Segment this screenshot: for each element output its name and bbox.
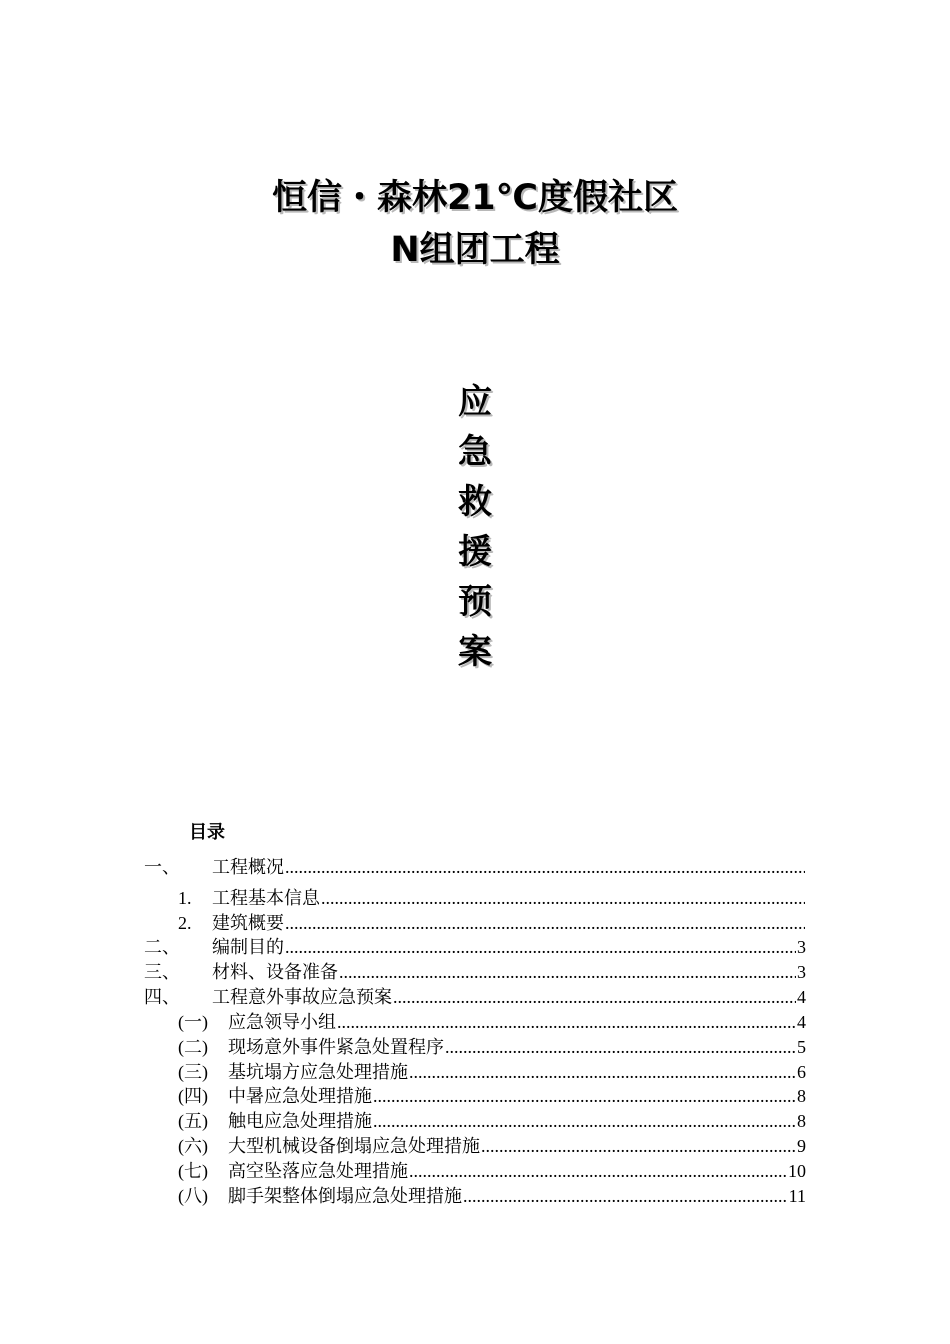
toc-entry-label: 工程基本信息 [212, 888, 320, 908]
toc-entry-number: 四、 [144, 987, 180, 1007]
toc-leader-dots [409, 1159, 787, 1183]
toc-entry[interactable] [178, 1060, 806, 1084]
toc-entry-label: 编制目的 [212, 937, 284, 957]
toc-entry-page: 3 [797, 937, 806, 957]
toc-leader-dots [285, 911, 805, 935]
document-title-line-1: 恒信・森林21℃度假社区 [271, 178, 679, 218]
vertical-title-char: 救 [458, 482, 492, 522]
toc-leader-dots [285, 855, 805, 879]
toc-leader-dots [463, 1184, 788, 1208]
toc-entry-label: 现场意外事件紧急处置程序 [228, 1037, 444, 1057]
toc-entry-label: 材料、设备准备 [212, 962, 338, 982]
toc-entry-label: 应急领导小组 [228, 1012, 336, 1032]
toc-leader-dots [445, 1035, 796, 1059]
toc-entry-label: 大型机械设备倒塌应急处理措施 [228, 1136, 480, 1156]
toc-entry-number: (二) [178, 1037, 208, 1057]
toc-entry[interactable] [144, 855, 806, 879]
toc-leader-dots [481, 1134, 796, 1158]
toc-entry-number: 三、 [144, 962, 180, 982]
toc-leader-dots [339, 960, 796, 984]
vertical-title-char: 急 [458, 432, 492, 472]
toc-entry-number: (四) [178, 1086, 208, 1106]
toc-entry-label: 工程概况 [212, 857, 284, 877]
toc-entry-label: 基坑塌方应急处理措施 [228, 1062, 408, 1082]
toc-entry-number: (七) [178, 1161, 208, 1181]
toc-entry-number: (八) [178, 1186, 208, 1206]
toc-entry[interactable] [178, 1035, 806, 1059]
toc-entry-label: 中暑应急处理措施 [228, 1086, 372, 1106]
toc-leader-dots [373, 1109, 796, 1133]
toc-entry[interactable] [178, 886, 806, 910]
toc-entry-number: 一、 [144, 857, 180, 877]
toc-entry[interactable] [178, 1084, 806, 1108]
toc-entry-page: 10 [788, 1161, 806, 1181]
toc-entry-number: 二、 [144, 937, 180, 957]
toc-entry[interactable] [178, 1109, 806, 1133]
toc-entry[interactable] [178, 1159, 806, 1183]
toc-entry-label: 建筑概要 [212, 913, 284, 933]
toc-leader-dots [321, 886, 805, 910]
toc-leader-dots [373, 1084, 796, 1108]
toc-leader-dots [285, 935, 796, 959]
toc-heading: 目录 [189, 822, 225, 843]
toc-entry[interactable] [144, 935, 806, 959]
vertical-title-char: 援 [458, 532, 492, 572]
toc-entry-number: 2. [178, 913, 192, 933]
toc-entry-page: 8 [797, 1111, 806, 1131]
toc-leader-dots [393, 985, 796, 1009]
toc-entry-number: (三) [178, 1062, 208, 1082]
toc-entry-number: (五) [178, 1111, 208, 1131]
toc-entry[interactable] [178, 1134, 806, 1158]
toc-entry-label: 脚手架整体倒塌应急处理措施 [228, 1186, 462, 1206]
toc-entry-page: 8 [797, 1086, 806, 1106]
toc-leader-dots [409, 1060, 796, 1084]
toc-entry-page: 6 [797, 1062, 806, 1082]
toc-entry-page: 4 [797, 1012, 806, 1032]
toc-entry[interactable] [144, 960, 806, 984]
toc-leader-dots [337, 1010, 796, 1034]
toc-entry-page: 11 [788, 1186, 806, 1206]
toc-entry-number: (一) [178, 1012, 208, 1032]
toc-entry-label: 高空坠落应急处理措施 [228, 1161, 408, 1181]
document-title-line-2: N组团工程 [390, 230, 560, 270]
toc-entry-label: 工程意外事故应急预案 [212, 987, 392, 1007]
vertical-title-char: 案 [458, 632, 492, 672]
toc-entry-page: 3 [797, 962, 806, 982]
toc-entry[interactable] [178, 1010, 806, 1034]
vertical-title-char: 预 [458, 582, 492, 622]
vertical-title-char: 应 [458, 382, 492, 422]
toc-entry[interactable] [178, 911, 806, 935]
toc-entry-page: 9 [797, 1136, 806, 1156]
toc-entry-page: 4 [797, 987, 806, 1007]
toc-entry[interactable] [178, 1184, 806, 1208]
toc-entry-number: (六) [178, 1136, 208, 1156]
toc-entry-label: 触电应急处理措施 [228, 1111, 372, 1131]
toc-entry-number: 1. [178, 888, 192, 908]
toc-entry-page: 5 [797, 1037, 806, 1057]
toc-entry[interactable] [144, 985, 806, 1009]
